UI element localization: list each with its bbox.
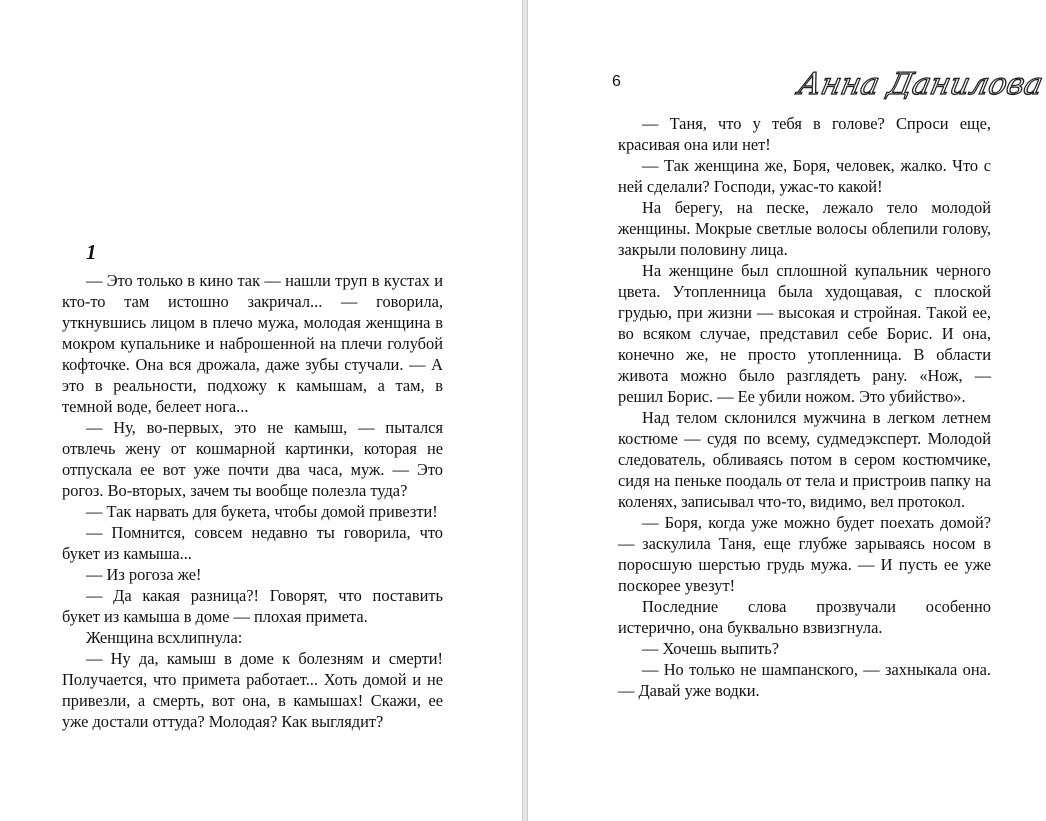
- left-page-text: [62, 270, 443, 732]
- paragraph: — Из рогоза же!: [86, 565, 202, 584]
- paragraph: — Но только не шампанского, — захныкала она. — Давай уже водки.: [618, 660, 991, 700]
- paragraph: — Ну, во-первых, это не камыш, — пытался отвлечь жену от кошмарной картинки, которая не отпускала ее вот уже почти два часа, муж. — Это рогоз. Во-вторых, зачем ты вообще полезла туда?: [62, 418, 443, 500]
- paragraph: — Так женщина же, Боря, человек, жалко. Что с ней сделали? Господи, ужас-то какой!: [618, 156, 991, 196]
- paragraph: — Это только в кино так — нашли труп в кустах и кто-то там истошно закричал... — говорила, уткнувшись лицом в плечо мужа, молодая женщина в мокром купальнике и наброшенной на плечи голубой кофточке. Она вся дрожала, даже зубы стучали. — А это в реальности, подхожу к камышам, а там, в темной воде, белеет нога...: [62, 271, 443, 416]
- paragraph: — Помнится, совсем недавно ты говорила, что букет из камыша...: [62, 523, 443, 563]
- paragraph: — Да какая разница?! Говорят, что поставить букет из камыша в доме — плохая примета.: [62, 586, 443, 626]
- author-script-logo: [795, 60, 1046, 108]
- page-number: 6: [612, 73, 621, 90]
- author-name-text: Анна Данилова: [795, 67, 1046, 102]
- paragraph: На берегу, на песке, лежало тело молодой женщины. Мокрые светлые волосы облепили голову, закрыли половину лица.: [618, 198, 991, 259]
- author-name-header: [795, 60, 1046, 108]
- paragraph: На женщине был сплошной купальник черного цвета. Утопленница была худощавая, с плоской грудью, при жизни — высокая и стройная. Такой ее, во всяком случае, представил себе Борис. И она, конечно же, не просто утопленница. В области живота можно было разглядеть рану. «Нож, — решил Борис. — Ее убили ножом. Это убийство».: [618, 261, 991, 406]
- right-page-text: [618, 113, 991, 701]
- paragraph: — Так нарвать для букета, чтобы домой привезти!: [86, 502, 438, 521]
- paragraph: — Боря, когда уже можно будет поехать домой? — заскулила Таня, еще глубже зарываясь носом в поросшую шерстью грудь мужа. — И пусть ее уже поскорее увезут!: [618, 513, 991, 595]
- paragraph: — Хочешь выпить?: [642, 639, 779, 658]
- paragraph: Последние слова прозвучали особенно истерично, она буквально взвизгнула.: [618, 597, 991, 637]
- right-page: [527, 0, 1046, 821]
- paragraph: — Ну да, камыш в доме к болезням и смерти! Получается, что примета работает... Хоть домой и не привезли, а смерть, вот она, в камышах! Скажи, ее уже достали оттуда? Молодая? Как выглядит?: [62, 649, 443, 731]
- paragraph: — Таня, что у тебя в голове? Спроси еще, красивая она или нет!: [618, 114, 991, 154]
- paragraph: Женщина всхлипнула:: [86, 628, 243, 647]
- paragraph: Над телом склонился мужчина в легком летнем костюме — судя по всему, судмедэксперт. Молодой следователь, обливаясь потом в сером костюмчике, сидя на пеньке поодаль от тела и пристроив папку на коленях, записывал что-то, видимо, вел протокол.: [618, 408, 991, 511]
- chapter-number: 1: [86, 240, 97, 264]
